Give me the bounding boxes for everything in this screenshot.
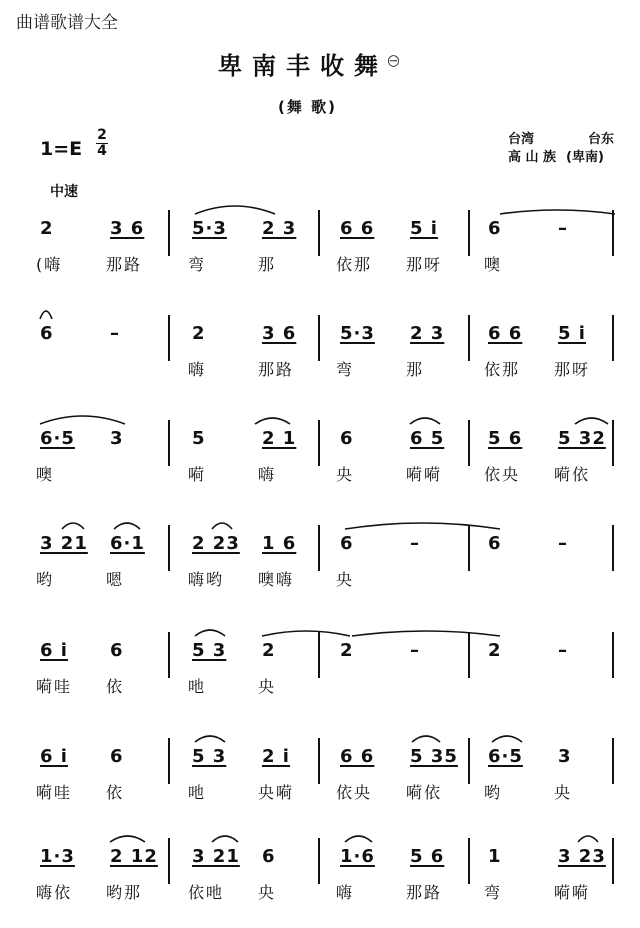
lyric-syllable: 依那 bbox=[484, 360, 521, 379]
lyric-syllable: 嗬哇 bbox=[36, 677, 73, 696]
lyric-syllable: 弯 bbox=[484, 883, 503, 902]
lyric-syllable: 那呀 bbox=[554, 360, 591, 379]
barline bbox=[612, 525, 614, 571]
note-beat: 6·1 bbox=[110, 533, 145, 554]
note-beat: 3 21 bbox=[192, 846, 240, 867]
note-beat: – bbox=[558, 533, 568, 554]
note-beat: 6·5 bbox=[488, 746, 523, 767]
note-beat: – bbox=[110, 323, 120, 344]
barline bbox=[168, 632, 170, 678]
lyric-syllable: 依央 bbox=[484, 465, 521, 484]
note-beat: 6 6 bbox=[340, 218, 375, 239]
barline bbox=[612, 210, 614, 256]
note-beat: 1 6 bbox=[262, 533, 297, 554]
barline bbox=[468, 632, 470, 678]
note-beat: 1·6 bbox=[340, 846, 375, 867]
lyric-syllable: 弯 bbox=[336, 360, 355, 379]
note-beat: 6 i bbox=[40, 746, 68, 767]
barline bbox=[468, 738, 470, 784]
lyric-syllable: 嗬依 bbox=[554, 465, 591, 484]
lyric-syllable: 哟 bbox=[484, 783, 503, 802]
lyric-syllable: 央嗬 bbox=[258, 783, 295, 802]
barline bbox=[168, 838, 170, 884]
lyric-syllable: 央 bbox=[554, 783, 573, 802]
note-beat: 6 bbox=[340, 533, 354, 554]
note-beat: 6 bbox=[110, 640, 124, 661]
note-beat: 2 3 bbox=[262, 218, 297, 239]
note-beat: 3 21 bbox=[40, 533, 88, 554]
barline bbox=[468, 420, 470, 466]
lyric-syllable: 哟 bbox=[36, 570, 55, 589]
lyric-syllable: 那路 bbox=[406, 883, 443, 902]
lyric-syllable: 嗬嗬 bbox=[406, 465, 443, 484]
barline bbox=[168, 738, 170, 784]
barline bbox=[318, 315, 320, 361]
note-beat: 6 bbox=[262, 846, 276, 867]
barline bbox=[318, 632, 320, 678]
note-beat: 6 bbox=[488, 218, 502, 239]
song-title-text: 卑南丰收舞 bbox=[218, 52, 388, 80]
score-system bbox=[0, 632, 640, 722]
lyric-syllable: 嗨 bbox=[258, 465, 277, 484]
lyric-syllable: 嗨哟 bbox=[188, 570, 225, 589]
lyric-syllable: 嗬哇 bbox=[36, 783, 73, 802]
song-title bbox=[218, 46, 399, 81]
note-beat: 6 i bbox=[40, 640, 68, 661]
lyric-syllable: 依那 bbox=[336, 255, 373, 274]
score-system bbox=[0, 210, 640, 300]
lyric-syllable: (嗨 bbox=[36, 255, 63, 274]
barline bbox=[468, 315, 470, 361]
credit-people-label: 高 山 族 bbox=[508, 150, 557, 165]
barline bbox=[612, 738, 614, 784]
note-beat: 2 1 bbox=[262, 428, 297, 449]
note-beat: 5 6 bbox=[410, 846, 445, 867]
note-beat: 2 12 bbox=[110, 846, 158, 867]
barline bbox=[168, 420, 170, 466]
score-system bbox=[0, 315, 640, 405]
note-beat: – bbox=[410, 640, 420, 661]
barline bbox=[318, 738, 320, 784]
note-beat: 6 bbox=[340, 428, 354, 449]
lyric-syllable: 噢 bbox=[36, 465, 55, 484]
lyric-syllable: 那 bbox=[258, 255, 277, 274]
lyric-syllable: 依央 bbox=[336, 783, 373, 802]
barline bbox=[318, 525, 320, 571]
lyric-syllable: 吔 bbox=[188, 677, 207, 696]
song-subtitle: (舞 歌) bbox=[278, 98, 337, 116]
note-beat: 2 bbox=[262, 640, 276, 661]
note-beat: 5 bbox=[192, 428, 206, 449]
lyric-syllable: 噢 bbox=[484, 255, 503, 274]
note-beat: 3 6 bbox=[110, 218, 145, 239]
note-beat: 3 6 bbox=[262, 323, 297, 344]
lyric-syllable: 央 bbox=[336, 570, 355, 589]
note-beat: 5 3 bbox=[192, 746, 227, 767]
barline bbox=[612, 632, 614, 678]
lyric-syllable: 嗬 bbox=[188, 465, 207, 484]
note-beat: 1 bbox=[488, 846, 502, 867]
note-beat: 6 6 bbox=[340, 746, 375, 767]
note-beat: 5 3 bbox=[192, 640, 227, 661]
note-beat: – bbox=[558, 640, 568, 661]
lyric-syllable: 央 bbox=[336, 465, 355, 484]
barline bbox=[612, 838, 614, 884]
note-beat: 5 32 bbox=[558, 428, 606, 449]
note-beat: 1·3 bbox=[40, 846, 75, 867]
note-beat: 5·3 bbox=[192, 218, 227, 239]
lyric-syllable: 嗨 bbox=[188, 360, 207, 379]
score-system bbox=[0, 525, 640, 615]
note-beat: 6 5 bbox=[410, 428, 445, 449]
lyric-syllable: 嗬嗬 bbox=[554, 883, 591, 902]
score-system bbox=[0, 738, 640, 828]
tempo-marking: 中速 bbox=[50, 184, 78, 200]
note-beat: 3 bbox=[558, 746, 572, 767]
note-beat: 5 35 bbox=[410, 746, 458, 767]
score-system bbox=[0, 838, 640, 928]
barline bbox=[468, 525, 470, 571]
lyric-syllable: 弯 bbox=[188, 255, 207, 274]
note-beat: 6 bbox=[110, 746, 124, 767]
lyric-syllable: 央 bbox=[258, 677, 277, 696]
note-beat: 2 i bbox=[262, 746, 290, 767]
credit-people-value: (卑南) bbox=[566, 150, 604, 165]
barline bbox=[168, 210, 170, 256]
lyric-syllable: 嗨 bbox=[336, 883, 355, 902]
note-beat: – bbox=[558, 218, 568, 239]
credit-region-value: 台东 bbox=[588, 132, 615, 147]
note-beat: 3 23 bbox=[558, 846, 606, 867]
lyric-syllable: 嗯 bbox=[106, 570, 125, 589]
barline bbox=[318, 210, 320, 256]
note-beat: 3 bbox=[110, 428, 124, 449]
lyric-syllable: 那 bbox=[406, 360, 425, 379]
lyric-syllable: 那呀 bbox=[406, 255, 443, 274]
note-beat: 2 23 bbox=[192, 533, 240, 554]
note-beat: 5 i bbox=[410, 218, 438, 239]
lyric-syllable: 依 bbox=[106, 677, 125, 696]
barline bbox=[612, 420, 614, 466]
barline bbox=[318, 838, 320, 884]
lyric-syllable: 那路 bbox=[258, 360, 295, 379]
lyric-syllable: 吔 bbox=[188, 783, 207, 802]
note-beat: 6 bbox=[40, 323, 54, 344]
score-system bbox=[0, 420, 640, 510]
note-beat: 6 bbox=[488, 533, 502, 554]
lyric-syllable: 那路 bbox=[106, 255, 143, 274]
lyric-syllable: 央 bbox=[258, 883, 277, 902]
lyric-syllable: 依吔 bbox=[188, 883, 225, 902]
note-beat: 2 bbox=[488, 640, 502, 661]
note-beat: 2 bbox=[340, 640, 354, 661]
barline bbox=[318, 420, 320, 466]
watermark: 曲谱歌谱大全 bbox=[16, 13, 118, 33]
note-beat: 6·5 bbox=[40, 428, 75, 449]
time-top: 2 bbox=[97, 127, 107, 143]
note-beat: 6 6 bbox=[488, 323, 523, 344]
time-bottom: 4 bbox=[97, 143, 107, 159]
lyric-syllable: 哟那 bbox=[106, 883, 143, 902]
barline bbox=[168, 315, 170, 361]
note-beat: 5 i bbox=[558, 323, 586, 344]
note-beat: 5 6 bbox=[488, 428, 523, 449]
note-beat: – bbox=[410, 533, 420, 554]
barline bbox=[168, 525, 170, 571]
note-beat: 2 3 bbox=[410, 323, 445, 344]
lyric-syllable: 依 bbox=[106, 783, 125, 802]
credit-region-label: 台湾 bbox=[508, 132, 535, 147]
key-signature: 1=E bbox=[40, 138, 83, 160]
barline bbox=[612, 315, 614, 361]
lyric-syllable: 嗨依 bbox=[36, 883, 73, 902]
time-signature bbox=[96, 128, 108, 159]
lyric-syllable: 嗬依 bbox=[406, 783, 443, 802]
note-beat: 2 bbox=[192, 323, 206, 344]
lyric-syllable: 噢嗨 bbox=[258, 570, 295, 589]
title-footnote-mark: ㊀ bbox=[388, 55, 399, 68]
note-beat: 2 bbox=[40, 218, 54, 239]
barline bbox=[468, 838, 470, 884]
note-beat: 5·3 bbox=[340, 323, 375, 344]
barline bbox=[468, 210, 470, 256]
